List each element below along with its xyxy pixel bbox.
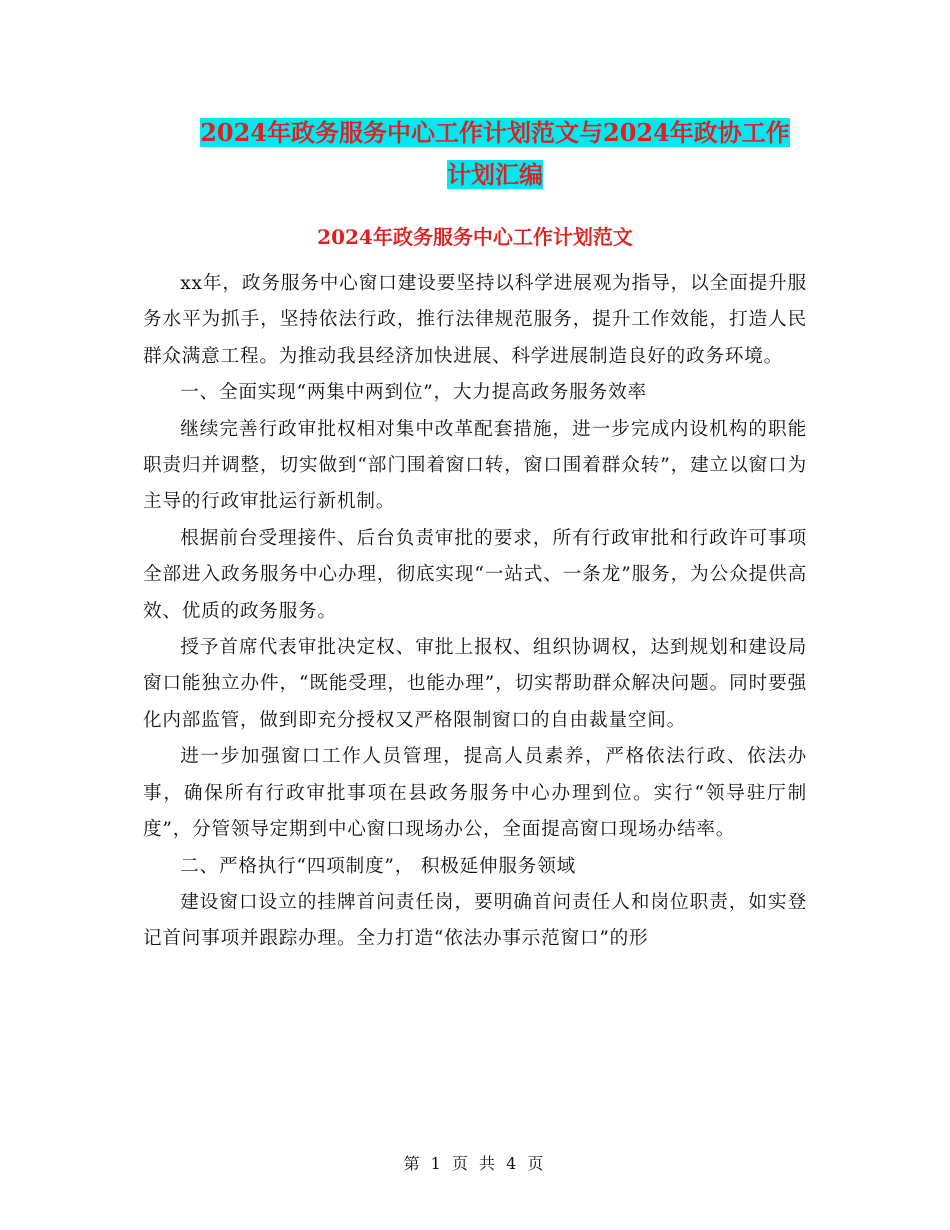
paragraph-heading: 二、严格执行“四项制度”， 积极延伸服务领域 bbox=[180, 855, 576, 877]
paragraph: 进一步加强窗口工作人员管理，提高人员素养，严格依法行政、依法办事，确保所有行政审批事项在县政务服务中心办理到位。实行“领导驻厅制度”，分管领导定期到中心窗口现场办公，全面提高窗口现场办结率。 bbox=[143, 746, 807, 841]
paragraph-heading: 一、全面实现“两集中两到位”，大力提高政务服务效率 bbox=[180, 382, 647, 404]
document-title-line-1: 2024年政务服务中心工作计划范文与2024年政协工作 bbox=[200, 118, 790, 147]
paragraph: 授予首席代表审批决定权、审批上报权、组织协调权，达到规划和建设局窗口能独立办件，“既能受理，也能办理”，切实帮助群众解决问题。同时要强化内部监管，做到即充分授权又严格限制窗口的自由裁量空间。 bbox=[143, 637, 807, 731]
document-title bbox=[140, 112, 850, 196]
document-title-line-2: 计划汇编 bbox=[447, 160, 543, 189]
page-number-footer: 第 1 页 共 4 页 bbox=[403, 1154, 547, 1173]
paragraph: 建设窗口设立的挂牌首问责任岗，要明确首问责任人和岗位职责，如实登记首问事项并跟踪办理。全力打造“依法办事示范窗口”的形 bbox=[143, 891, 807, 950]
document-body bbox=[143, 266, 807, 958]
paragraph: 根据前台受理接件、后台负责审批的要求，所有行政审批和行政许可事项全部进入政务服务中心办理，彻底实现“一站式、一条龙”服务，为公众提供高效、优质的政务服务。 bbox=[143, 527, 807, 622]
paragraph: 继续完善行政审批权相对集中改革配套措施，进一步完成内设机构的职能职责归并调整，切实做到“部门围着窗口转，窗口围着群众转”，建立以窗口为主导的行政审批运行新机制。 bbox=[143, 418, 807, 513]
section-title: 2024年政务服务中心工作计划范文 bbox=[317, 225, 633, 249]
paragraph: xx年，政务服务中心窗口建设要坚持以科学进展观为指导，以全面提升服务水平为抓手，坚持依法行政，推行法律规范服务，提升工作效能，打造人民群众满意工程。为推动我县经济加快进展、科学进展制造良好的政务环境。 bbox=[143, 273, 807, 367]
